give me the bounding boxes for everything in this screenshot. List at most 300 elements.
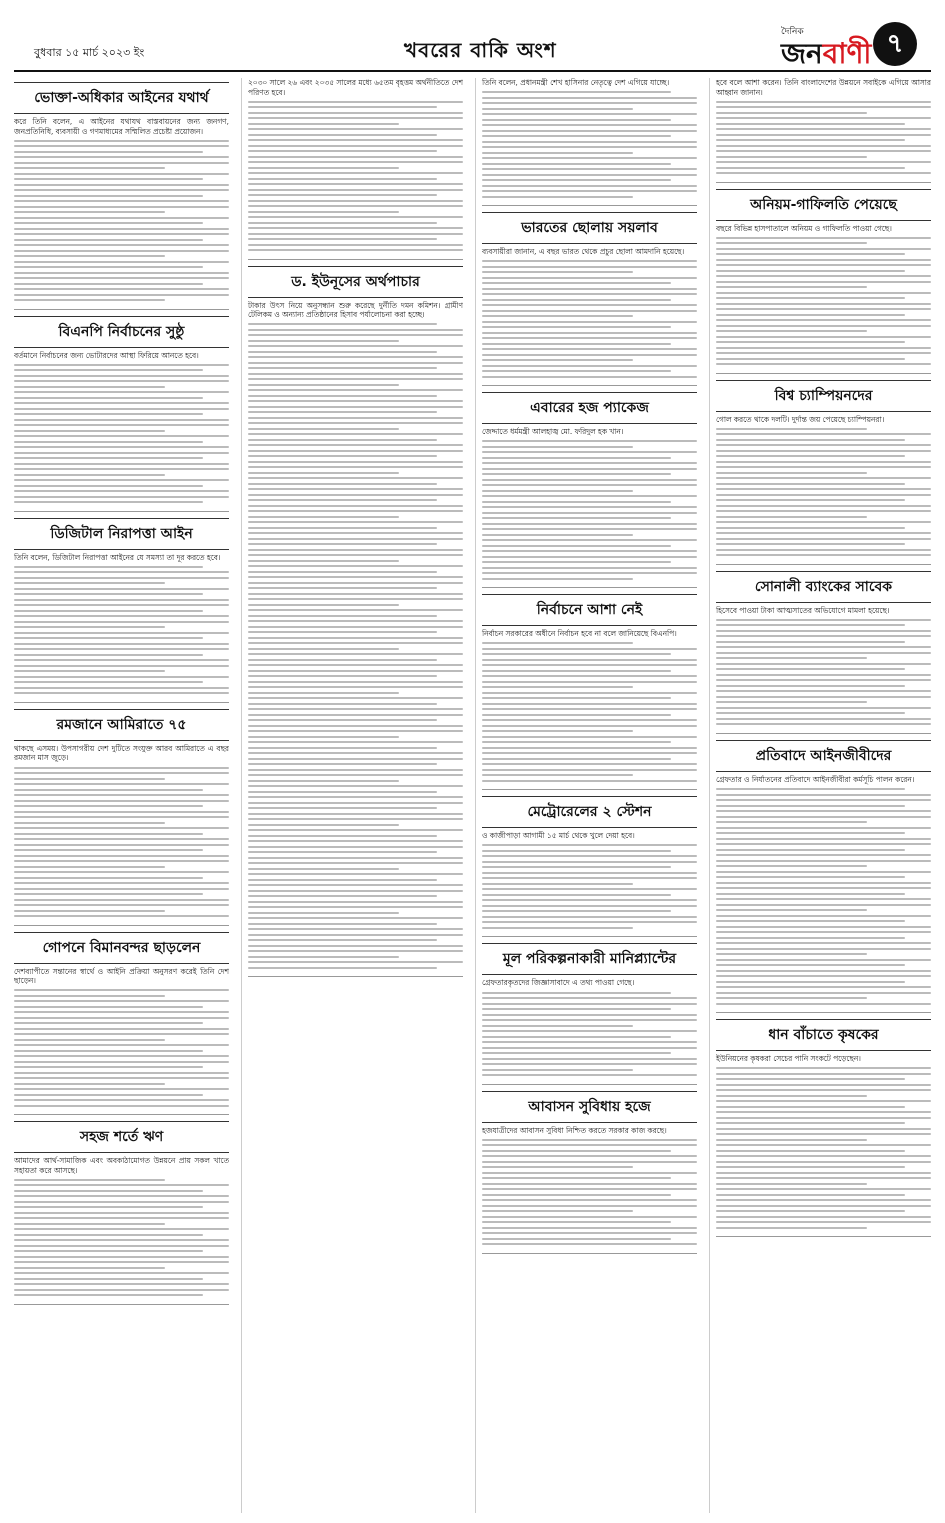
article-headline: প্রতিবাদে আইনজীবীদের — [716, 740, 931, 772]
text-line — [482, 1052, 671, 1054]
text-line — [248, 637, 463, 639]
text-line — [482, 1063, 697, 1065]
text-line — [248, 780, 399, 782]
text-line — [14, 1105, 229, 1107]
text-line — [248, 128, 463, 130]
text-line — [482, 1008, 671, 1010]
text-line — [716, 1073, 931, 1075]
text-line — [14, 855, 229, 857]
text-line — [716, 1067, 931, 1069]
text-line — [248, 499, 437, 501]
text-line — [14, 1283, 229, 1285]
text-line — [716, 685, 905, 687]
text-line — [248, 532, 463, 534]
text-line — [248, 488, 463, 490]
text-line — [716, 150, 931, 152]
text-line — [14, 1234, 203, 1236]
text-line — [14, 446, 229, 448]
text-line — [482, 479, 697, 481]
text-line — [248, 150, 437, 152]
text-line — [482, 675, 697, 677]
text-line — [14, 632, 229, 634]
text-line — [716, 619, 931, 621]
text-line — [716, 652, 931, 654]
text-line — [482, 774, 633, 776]
text-line — [716, 975, 931, 977]
text-line — [716, 516, 867, 518]
article-headline: অনিয়ম-গাফিলতি পেয়েছে — [716, 189, 931, 221]
text-line — [716, 887, 931, 889]
text-line — [14, 1212, 229, 1214]
text-line — [248, 323, 437, 325]
article — [14, 518, 229, 703]
text-line — [482, 877, 697, 879]
text-line — [248, 967, 437, 969]
text-line — [14, 566, 203, 568]
text-line — [482, 992, 671, 994]
text-line — [248, 917, 463, 919]
article-text-block — [716, 619, 931, 726]
text-line — [716, 341, 905, 343]
text-line — [248, 554, 463, 556]
text-line — [248, 455, 437, 457]
text-line — [716, 718, 931, 720]
text-line — [14, 1039, 165, 1041]
text-line — [248, 736, 399, 738]
text-line — [482, 736, 697, 738]
article — [716, 740, 931, 1013]
text-line — [248, 670, 463, 672]
text-line — [482, 747, 697, 749]
text-line — [482, 1194, 671, 1196]
text-line — [14, 783, 229, 785]
article — [482, 212, 697, 386]
article-text-block — [14, 566, 229, 695]
text-line — [716, 630, 931, 632]
article-text-block — [14, 364, 229, 504]
text-line — [716, 942, 931, 944]
article-text-block — [14, 767, 229, 918]
text-line — [248, 895, 437, 897]
text-line — [248, 840, 463, 842]
text-line — [482, 763, 697, 765]
text-line — [14, 1228, 229, 1230]
article-text-block — [716, 1067, 931, 1229]
article-text-block — [482, 91, 697, 198]
text-line — [14, 272, 229, 274]
text-line — [248, 604, 399, 606]
article-text-block — [14, 140, 229, 302]
text-line — [248, 807, 437, 809]
text-line — [248, 345, 463, 347]
text-line — [248, 461, 463, 463]
text-line — [716, 112, 867, 114]
text-line — [482, 780, 697, 782]
text-line — [14, 893, 203, 895]
text-line — [716, 948, 931, 950]
text-line — [482, 769, 697, 771]
text-line — [482, 130, 697, 132]
article-headline: ভারতের ছোলায় সয়লাব — [482, 212, 697, 244]
text-line — [716, 510, 931, 512]
article-body: ২০৩০ সালে ২৬ এবং ২০৩৫ সালের মধ্যে ৬৫তম বৃহত্তম অর্থনীতিতে দেশ পরিণত হবে। — [248, 78, 463, 97]
text-line — [14, 811, 229, 813]
text-line — [716, 439, 905, 441]
text-line — [248, 178, 437, 180]
text-line — [482, 190, 697, 192]
text-line — [14, 838, 229, 840]
text-line — [248, 851, 437, 853]
text-line — [248, 538, 463, 540]
text-line — [248, 565, 463, 567]
text-line — [14, 1256, 229, 1258]
article-body: গ্রেফতারকৃতদের জিজ্ঞাসাবাদে এ তথ্য পাওয়া গেছে। — [482, 978, 635, 988]
text-line — [482, 664, 697, 666]
text-line — [716, 1155, 931, 1157]
article — [716, 380, 931, 565]
text-line — [14, 643, 229, 645]
column-4 — [709, 78, 931, 1513]
text-line — [482, 512, 697, 514]
text-line — [482, 1003, 697, 1005]
text-line — [482, 1030, 697, 1032]
text-line — [14, 1245, 229, 1247]
text-line — [248, 356, 463, 358]
text-line — [248, 527, 437, 529]
text-line — [716, 145, 931, 147]
text-line — [14, 479, 229, 481]
text-line — [716, 1100, 931, 1102]
text-line — [716, 521, 931, 523]
text-line — [716, 253, 905, 255]
text-line — [14, 211, 165, 213]
text-line — [14, 1272, 229, 1274]
text-line — [14, 1028, 229, 1030]
article-text-block — [248, 323, 463, 969]
text-line — [482, 670, 671, 672]
text-line — [716, 259, 931, 261]
text-line — [716, 1161, 931, 1163]
text-line — [14, 670, 165, 672]
text-line — [482, 141, 697, 143]
text-line — [482, 1238, 671, 1240]
logo-part-b: বাণী — [822, 37, 872, 70]
text-line — [482, 501, 671, 503]
text-line — [14, 261, 229, 263]
text-line — [482, 550, 697, 552]
text-line — [248, 939, 437, 941]
article-body: তিনি বলেন, ডিজিটাল নিরাপত্তা আইনের যে সমস্যা তা দূর করতে হবে। — [14, 552, 221, 562]
text-line — [14, 496, 229, 498]
text-line — [14, 882, 229, 884]
text-line — [716, 1227, 867, 1229]
text-line — [482, 642, 633, 644]
text-line — [482, 321, 697, 323]
text-line — [716, 821, 867, 823]
text-line — [14, 1195, 229, 1197]
text-line — [14, 778, 165, 780]
text-line — [248, 912, 399, 914]
text-line — [716, 139, 905, 141]
text-line — [248, 813, 463, 815]
text-line — [14, 178, 203, 180]
text-line — [14, 1044, 229, 1046]
text-line — [14, 1239, 229, 1241]
text-line — [482, 288, 697, 290]
text-line — [14, 1083, 165, 1085]
text-line — [716, 275, 931, 277]
text-line — [14, 233, 229, 235]
text-line — [14, 397, 203, 399]
text-line — [14, 1061, 229, 1063]
article-headline: বিশ্ব চ্যাম্পিয়নদের — [716, 380, 931, 412]
text-line — [716, 849, 905, 851]
article-body: টাকার উৎস নিয়ে অনুসন্ধান শুরু করেছে দুর্নীতি দমন কমিশন। গ্রামীণ টেলিকম ও অন্যান্য প্রতিষ্ঠানের হিসাব পর্যালোচনা করা হচ্ছে। — [248, 300, 463, 320]
article-body: হজযাত্রীদের আবাসন সুবিধা নিশ্চিত করতে সরকার কাজ করছে। — [482, 1125, 667, 1135]
text-line — [248, 172, 463, 174]
article-headline: নির্বাচনে আশা নেই — [482, 594, 697, 626]
text-line — [482, 1172, 697, 1174]
column-2 — [241, 78, 463, 1513]
text-line — [248, 477, 463, 479]
text-line — [482, 299, 671, 301]
text-line — [716, 303, 931, 305]
text-line — [248, 719, 437, 721]
text-line — [716, 843, 931, 845]
text-line — [14, 288, 229, 290]
text-line — [14, 1033, 229, 1035]
article — [482, 78, 697, 206]
text-line — [14, 430, 165, 432]
text-line — [14, 816, 229, 818]
text-line — [716, 1003, 931, 1005]
article-headline: গোপনে বিমানবন্দর ছাড়লেন — [14, 932, 229, 964]
text-line — [482, 326, 671, 328]
text-line — [482, 365, 697, 367]
text-line — [248, 961, 463, 963]
text-line — [14, 250, 229, 252]
text-line — [716, 827, 931, 829]
text-line — [248, 549, 463, 551]
text-line — [14, 1206, 203, 1208]
text-line — [248, 238, 437, 240]
text-line — [14, 441, 203, 443]
text-line — [14, 474, 165, 476]
text-line — [14, 582, 165, 584]
text-line — [482, 692, 697, 694]
text-line — [716, 1128, 931, 1130]
text-line — [716, 450, 931, 452]
text-line — [248, 384, 399, 386]
text-line — [248, 450, 463, 452]
text-line — [248, 329, 463, 331]
text-line — [14, 184, 229, 186]
text-line — [716, 696, 931, 698]
text-line — [716, 270, 905, 272]
text-line — [716, 799, 931, 801]
text-line — [716, 128, 931, 130]
text-line — [482, 440, 697, 442]
article-body: তিনি বলেন, প্রধানমন্ত্রী শেখ হাসিনার নেতৃত্বে দেশ এগিয়ে যাচ্ছে। — [482, 78, 670, 87]
article-body: আমাদের আর্থ-সামাজিক এবং অবকাঠামোগত উন্নয়নে প্রায় সকল খাতে সহায়তা করে আসছে। — [14, 1156, 229, 1175]
text-line — [482, 730, 633, 732]
text-line — [716, 723, 931, 725]
text-line — [482, 1227, 697, 1229]
text-line — [482, 883, 633, 885]
text-line — [14, 1017, 229, 1019]
text-line — [716, 657, 867, 659]
text-line — [482, 861, 697, 863]
text-line — [14, 255, 165, 257]
text-line — [14, 386, 165, 388]
text-line — [716, 860, 931, 862]
text-line — [248, 244, 463, 246]
text-line — [482, 468, 697, 470]
text-line — [482, 1161, 697, 1163]
text-line — [716, 1089, 931, 1091]
text-line — [248, 216, 463, 218]
text-line — [482, 648, 697, 650]
text-line — [482, 539, 697, 541]
text-line — [716, 1205, 931, 1207]
text-line — [482, 157, 697, 159]
article — [482, 1091, 697, 1254]
text-line — [248, 439, 437, 441]
article — [14, 82, 229, 310]
text-line — [716, 543, 905, 545]
text-line — [482, 102, 697, 104]
text-line — [716, 915, 931, 917]
text-line — [14, 1077, 229, 1079]
text-line — [248, 134, 437, 136]
text-line — [482, 1205, 697, 1207]
text-line — [248, 516, 399, 518]
article-headline: রমজানে আমিরাতে ৭৫ — [14, 709, 229, 741]
article-body: ইউনিয়নের কৃষকরা সেচের পানি সংকটে পড়েছেন। — [716, 1054, 861, 1064]
text-line — [248, 824, 399, 826]
text-line — [248, 340, 399, 342]
text-line — [482, 545, 671, 547]
text-line — [14, 244, 229, 246]
text-line — [14, 676, 229, 678]
text-line — [482, 681, 697, 683]
text-line — [14, 577, 229, 579]
text-line — [716, 1106, 905, 1108]
text-line — [716, 1172, 931, 1174]
text-line — [482, 354, 697, 356]
text-line — [482, 872, 697, 874]
text-line — [716, 970, 931, 972]
article-body: হিসেবে পাওয়া টাকা আত্মসাতের অভিযোগে মামলা হয়েছে। — [716, 605, 890, 615]
text-line — [716, 937, 905, 939]
text-line — [14, 1179, 165, 1181]
text-line — [14, 490, 229, 492]
text-line — [14, 1088, 229, 1090]
text-line — [482, 556, 697, 558]
text-line — [248, 703, 437, 705]
article-text-block — [482, 642, 697, 782]
text-line — [482, 359, 633, 361]
text-line — [482, 446, 633, 448]
text-line — [482, 572, 697, 574]
article — [482, 392, 697, 588]
text-line — [716, 865, 867, 867]
text-line — [14, 588, 229, 590]
text-line — [716, 428, 867, 430]
text-line — [14, 369, 203, 371]
text-line — [482, 1210, 633, 1212]
text-line — [248, 659, 437, 661]
text-line — [716, 674, 931, 676]
text-line — [248, 422, 463, 424]
article-body: নির্বাচন সরকারের অধীনে নির্বাচন হবে না বলে জানিয়েছে বিএনপি। — [482, 629, 677, 639]
text-line — [14, 408, 229, 410]
text-line — [248, 117, 463, 119]
text-line — [14, 866, 165, 868]
text-line — [248, 763, 437, 765]
text-line — [482, 578, 633, 580]
article — [716, 1019, 931, 1237]
text-line — [14, 239, 203, 241]
text-line — [716, 679, 931, 681]
text-line — [248, 411, 437, 413]
text-line — [482, 451, 697, 453]
text-line — [248, 653, 463, 655]
text-line — [482, 758, 671, 760]
text-line — [482, 457, 671, 459]
text-line — [248, 521, 463, 523]
text-line — [482, 855, 697, 857]
text-line — [248, 802, 463, 804]
text-line — [716, 494, 931, 496]
text-line — [248, 194, 437, 196]
text-line — [248, 433, 463, 435]
text-line — [716, 237, 931, 239]
text-line — [482, 266, 697, 268]
text-line — [482, 686, 633, 688]
text-line — [248, 626, 463, 628]
text-line — [14, 599, 229, 601]
text-line — [482, 174, 697, 176]
text-line — [248, 620, 463, 622]
text-line — [716, 810, 931, 812]
text-line — [482, 703, 697, 705]
text-line — [14, 1094, 203, 1096]
text-line — [716, 1216, 931, 1218]
text-line — [248, 681, 463, 683]
text-line — [14, 452, 229, 454]
text-line — [248, 873, 463, 875]
text-line — [482, 293, 697, 295]
text-line — [482, 124, 697, 126]
article-body: গোল করতে থাকে দলটি। দুর্দান্ত জয় পেয়েছে চ্যাম্পিয়নরা। — [716, 414, 885, 424]
text-line — [14, 1099, 229, 1101]
text-line — [248, 362, 463, 364]
text-line — [248, 505, 463, 507]
issue-date: বুধবার ১৫ মার্চ ২০২৩ ইং — [34, 46, 145, 59]
text-line — [716, 794, 931, 796]
text-line — [482, 146, 697, 148]
text-line — [14, 222, 203, 224]
article-body: ও কাজীপাড়া আগামী ১৫ মার্চ থেকে খুলে দেয়া হবে। — [482, 831, 635, 841]
text-line — [482, 1047, 697, 1049]
text-line — [716, 123, 905, 125]
text-line — [482, 910, 671, 912]
text-line — [248, 747, 437, 749]
text-line — [716, 668, 905, 670]
text-line — [482, 1058, 697, 1060]
text-line — [482, 348, 697, 350]
